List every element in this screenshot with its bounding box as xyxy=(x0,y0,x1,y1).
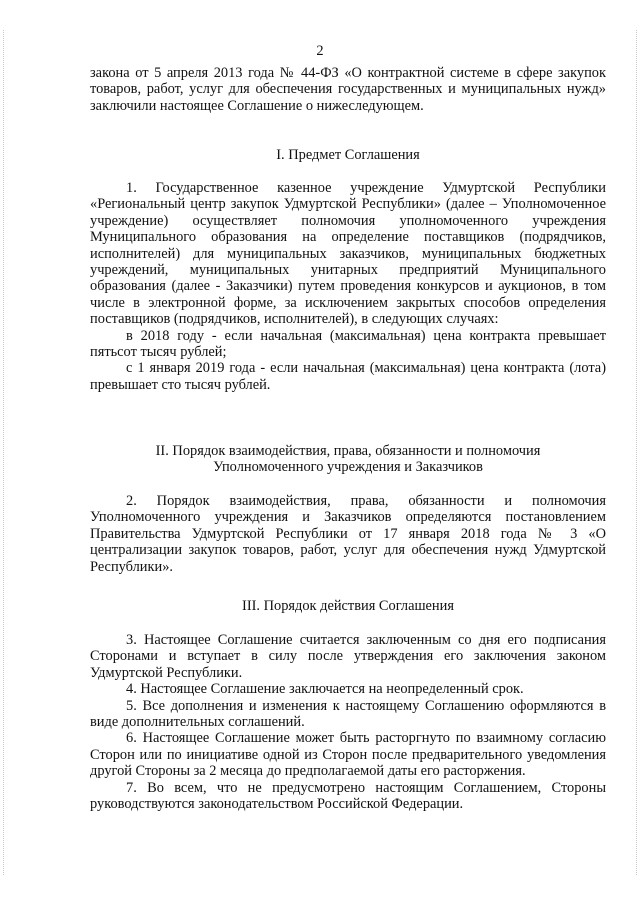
paragraph-6: 6. Настоящее Соглашение может быть расторгнуто по взаимному согласию Сторон или по инициативе одной из Сторон после предварительного уведомления другой Стороны за 2 месяца до предполагаемой даты его расторжения. xyxy=(90,730,606,780)
section-heading-line: II. Порядок взаимодействия, права, обязанности и полномочия xyxy=(155,443,541,459)
section-3-heading xyxy=(90,598,606,614)
right-page-edge xyxy=(636,30,637,875)
left-page-edge xyxy=(3,30,4,875)
paragraph-3: 3. Настоящее Соглашение считается заключенным со дня его подписания Сторонами и вступает в силу после утверждения его заключения законом Удмуртской Республики. xyxy=(90,632,606,681)
paragraph-1-case-2019: с 1 января 2019 года - если начальная (максимальная) цена контракта (лота) превышает сто тысяч рублей. xyxy=(90,360,606,393)
page-number: 2 xyxy=(316,43,324,59)
section-1-body xyxy=(90,180,606,393)
paragraph-1-case-2018: в 2018 году - если начальная (максимальная) цена контракта превышает пятьсот тысяч рублей; xyxy=(90,327,606,361)
intro-paragraph: закона от 5 апреля 2013 года № 44-ФЗ «О контрактной системе в сфере закупок товаров, работ, услуг для обеспечения государственных и муниципальных нужд» заключили настоящее Соглашение о нижеследующем. xyxy=(90,65,606,114)
section-heading-line: Уполномоченного учреждения и Заказчиков xyxy=(213,459,483,476)
paragraph-1: 1. Государственное казенное учреждение Удмуртской Республики «Региональный центр закупок Удмуртской Республики» (далее – Уполномоченное учреждение) осуществляет полномочия уполномоченного учреждения Муниципального образования на определение поставщиков (подрядчиков, исполнителей) для муниципальных заказчиков, муниципальных бюджетных учреждений, муниципальных унитарных предприятий Муниципального образования (далее - Заказчики) путем проведения конкурсов и аукционов, в том числе в электронной форме, за исключением закрытых способов определения поставщиков (подрядчиков, исполнителей), в следующих случаях: xyxy=(90,180,606,328)
paragraph-7: 7. Во всем, что не предусмотрено настоящим Соглашением, Стороны руководствуются законодательством Российской Федерации. xyxy=(90,779,606,813)
intro-block xyxy=(90,65,606,114)
section-2-body xyxy=(90,493,606,575)
paragraph-5: 5. Все дополнения и изменения к настоящему Соглашению оформляются в виде дополнительных соглашений. xyxy=(90,697,606,731)
section-1-heading xyxy=(90,147,606,163)
section-heading-line: I. Предмет Соглашения xyxy=(276,147,420,163)
section-heading-line: III. Порядок действия Соглашения xyxy=(242,598,454,614)
section-3-body xyxy=(90,632,606,812)
section-2-heading xyxy=(90,443,606,476)
paragraph-4: 4. Настоящее Соглашение заключается на неопределенный срок. xyxy=(126,681,524,698)
paragraph-2: 2. Порядок взаимодействия, права, обязанности и полномочия Уполномоченного учреждения и Заказчиков определяются постановлением Правительства Удмуртской Республики от 17 января 2018 года № 3 «О централизации закупок товаров, работ, услуг для обеспечения нужд Удмуртской Республики». xyxy=(90,493,606,575)
